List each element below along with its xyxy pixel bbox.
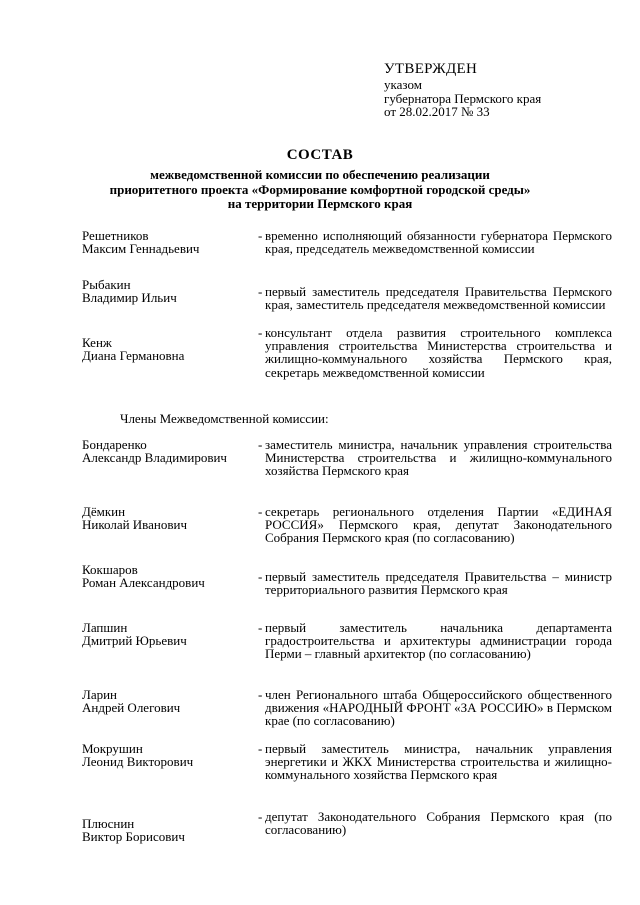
member-name (82, 336, 258, 362)
member-given-name: Виктор Борисович (82, 829, 185, 845)
member-name (82, 438, 258, 464)
member-surname: Решетников (82, 228, 149, 243)
member-role (258, 438, 612, 478)
member-given-name: Александр Владимирович (82, 450, 227, 466)
member-given-name: Николай Иванович (82, 517, 188, 533)
approval-line-1: указом (384, 77, 422, 92)
member-surname: Плюснин (82, 816, 135, 831)
member-given-name: Леонид Викторович (82, 754, 194, 770)
member-given-name: Максим Геннадьевич (82, 241, 200, 257)
member-name (82, 563, 258, 589)
member-role-text: - член Регионального штаба Общероссийского общественного движения «НАРОДНЫЙ ФРОНТ «ЗА РОССИЮ» в Пермском крае (по согласованию) (265, 687, 612, 729)
member-role-text: - первый заместитель начальника департамента градостроительства и архитектуры администрации города Перми – главный архитектор (по согласованию) (265, 620, 612, 662)
member-surname: Кокшаров (82, 562, 138, 577)
title-main: СОСТАВ (286, 147, 354, 163)
member-role-text: - депутат Законодательного Собрания Пермского края (по согласованию) (265, 809, 612, 838)
member-surname: Бондаренко (82, 437, 147, 452)
member-given-name: Андрей Олегович (82, 700, 181, 716)
member-role-text: - временно исполняющий обязанности губернатора Пермского края, председатель межведомственной комиссии (265, 228, 612, 257)
member-given-name: Дмитрий Юрьевич (82, 633, 187, 649)
approval-stamp (384, 61, 541, 119)
member-role-text: - первый заместитель председателя Правительства – министр территориального развития Пермского края (265, 569, 612, 598)
member-role-text: - секретарь регионального отделения Партии «ЕДИНАЯ РОССИЯ» Пермского края, депутат Законодательного Собрания Пермского края (по согласованию) (265, 504, 612, 546)
member-name (82, 688, 258, 714)
member-given-name: Роман Александрович (82, 575, 205, 591)
document-title (0, 146, 640, 212)
member-surname: Рыбакин (82, 277, 131, 292)
title-line-1: межведомственной комиссии по обеспечению реализации (150, 167, 490, 182)
member-role (258, 688, 612, 728)
title-line-3: на территории Пермского края (227, 196, 413, 211)
member-name (82, 817, 258, 843)
member-role (258, 742, 612, 782)
member-name (82, 621, 258, 647)
member-role (258, 326, 612, 379)
members-heading: Члены Межведомственной комиссии: (120, 411, 329, 426)
member-surname: Лапшин (82, 620, 128, 635)
member-given-name: Владимир Ильич (82, 290, 177, 306)
member-role-text: - заместитель министра, начальник управления строительства Министерства строительства и жилищно-коммунального хозяйства Пермского края (265, 437, 612, 479)
member-role (258, 570, 612, 596)
member-name (82, 742, 258, 768)
member-role-text: - первый заместитель председателя Правительства Пермского края, заместитель председателя межведомственной комиссии (265, 284, 612, 313)
member-name (82, 505, 258, 531)
member-surname: Кенж (82, 335, 112, 350)
member-role (258, 810, 612, 836)
member-role (258, 285, 612, 311)
member-role (258, 621, 612, 661)
member-role-text: - первый заместитель министра, начальник управления энергетики и ЖКХ Министерства строительства и жилищно-коммунального хозяйства Пермского края (265, 741, 612, 783)
member-surname: Мокрушин (82, 741, 143, 756)
member-name (82, 278, 258, 304)
approval-heading: УТВЕРЖДЕН (384, 61, 478, 77)
member-surname: Ларин (82, 687, 118, 702)
approval-line-2: губернатора Пермского края (384, 90, 542, 106)
member-name (82, 229, 258, 255)
member-surname: Дёмкин (82, 504, 126, 519)
member-role-text: - консультант отдела развития строительного комплекса управления строительства Министерства строительства и жилищно-коммунального хозяйства Пермского края, секретарь межведомственной комиссии (265, 325, 612, 380)
approval-line-3: от 28.02.2017 № 33 (384, 104, 490, 119)
member-role (258, 229, 612, 255)
member-role (258, 505, 612, 545)
title-line-2: приоритетного проекта «Формирование комфортной городской среды» (109, 181, 531, 197)
member-given-name: Диана Германовна (82, 348, 185, 364)
